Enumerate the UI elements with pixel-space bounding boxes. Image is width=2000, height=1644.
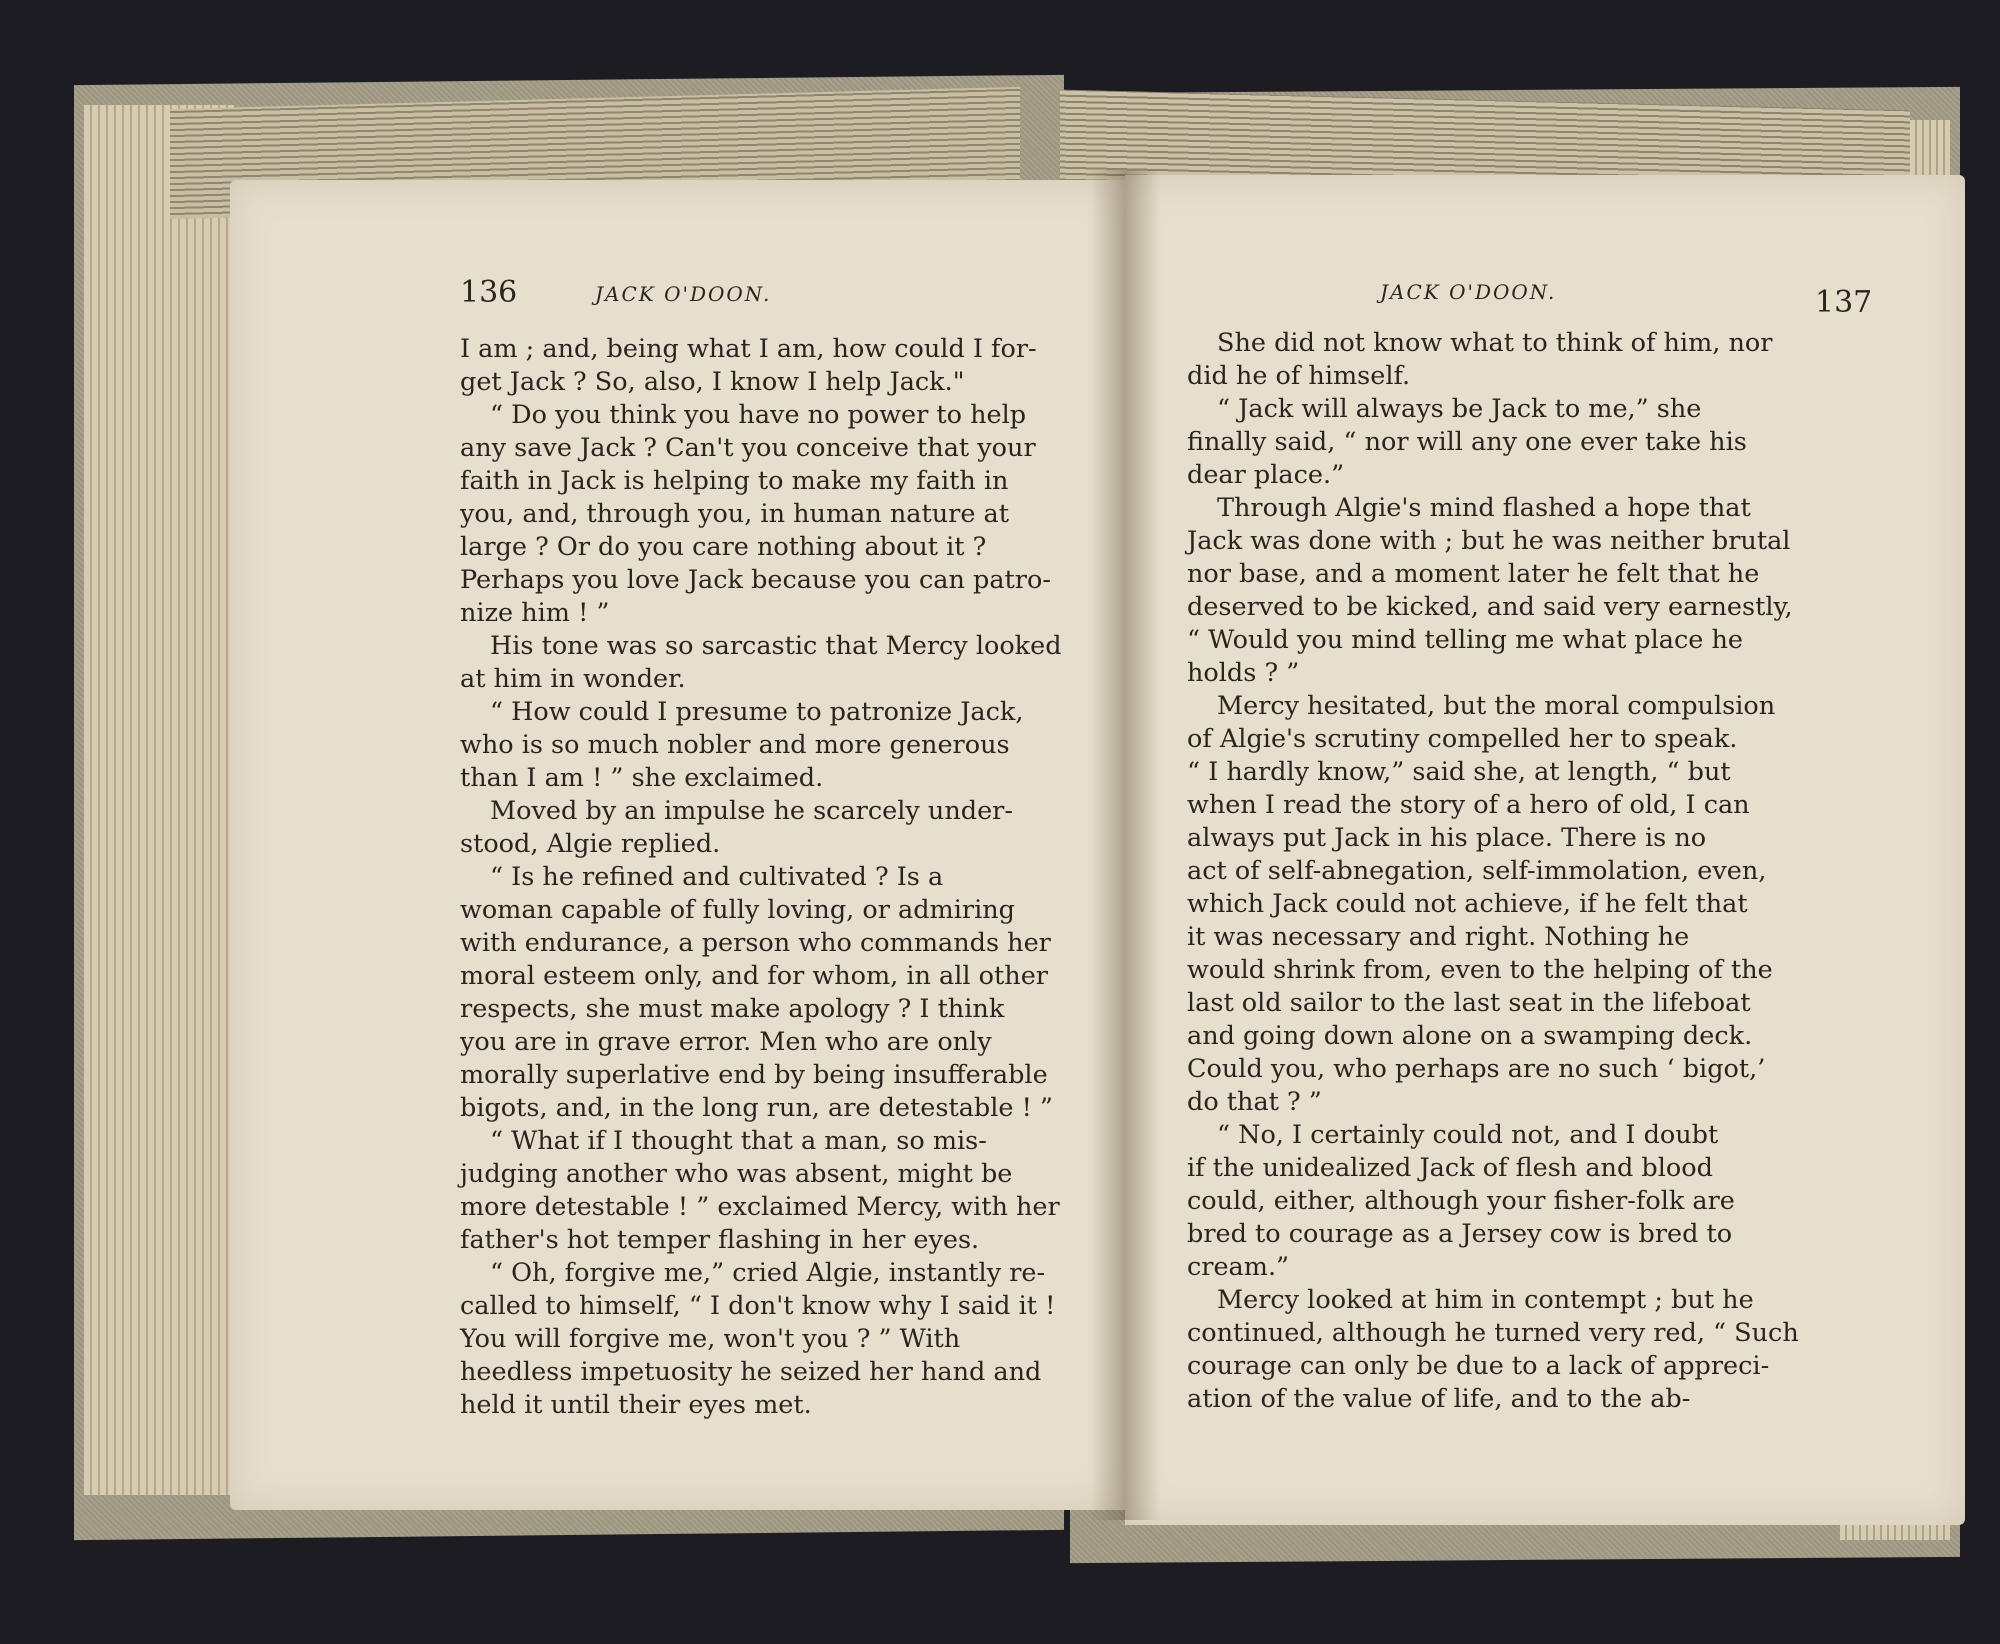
text-line: Mercy looked at him in contempt ; but he bbox=[1217, 1285, 1754, 1315]
text-line: cream.” bbox=[1187, 1252, 1290, 1282]
text-line: Perhaps you love Jack because you can patro- bbox=[460, 565, 1051, 595]
text-line: could, either, although your fisher-folk are bbox=[1187, 1186, 1735, 1216]
text-line: “ Jack will always be Jack to me,” she bbox=[1217, 394, 1702, 424]
text-line: Through Algie's mind flashed a hope that bbox=[1217, 493, 1751, 523]
text-line: which Jack could not achieve, if he felt that bbox=[1187, 889, 1748, 919]
right-page-body bbox=[1187, 327, 1799, 1416]
text-line: held it until their eyes met. bbox=[460, 1390, 812, 1420]
text-line: “ Do you think you have no power to help bbox=[490, 400, 1027, 430]
text-line: any save Jack ? Can't you conceive that your bbox=[460, 433, 1036, 463]
text-line: bred to courage as a Jersey cow is bred to bbox=[1187, 1219, 1733, 1249]
text-line: called to himself, “ I don't know why I said it ! bbox=[460, 1291, 1056, 1321]
text-line: “ What if I thought that a man, so mis- bbox=[490, 1126, 987, 1156]
text-line: bigots, and, in the long run, are detestable ! ” bbox=[460, 1093, 1053, 1123]
text-line: heedless impetuosity he seized her hand and bbox=[460, 1357, 1042, 1387]
text-line: when I read the story of a hero of old, I can bbox=[1187, 790, 1750, 820]
text-line: holds ? ” bbox=[1187, 658, 1300, 688]
text-line: “ No, I certainly could not, and I doubt bbox=[1217, 1120, 1719, 1150]
text-line: stood, Algie replied. bbox=[460, 829, 721, 859]
text-line: if the unidealized Jack of flesh and blood bbox=[1187, 1153, 1713, 1183]
text-line: “ I hardly know,” said she, at length, “ but bbox=[1187, 757, 1731, 787]
right-page bbox=[1125, 175, 1965, 1525]
text-line: you are in grave error. Men who are only bbox=[460, 1027, 992, 1057]
text-line: faith in Jack is helping to make my faith in bbox=[460, 466, 1009, 496]
text-line: judging another who was absent, might be bbox=[460, 1159, 1013, 1189]
text-line: get Jack ? So, also, I know I help Jack." bbox=[460, 367, 965, 397]
book-gutter bbox=[1090, 170, 1160, 1520]
text-line: who is so much nobler and more generous bbox=[460, 730, 1010, 760]
left-page bbox=[230, 180, 1125, 1510]
text-line: would shrink from, even to the helping of the bbox=[1187, 955, 1773, 985]
text-line: deserved to be kicked, and said very earnestly, bbox=[1187, 592, 1793, 622]
text-line: She did not know what to think of him, nor bbox=[1217, 328, 1773, 358]
text-line: nor base, and a moment later he felt that he bbox=[1187, 559, 1760, 589]
text-line: than I am ! ” she exclaimed. bbox=[460, 763, 824, 793]
text-line: “ Is he refined and cultivated ? Is a bbox=[490, 862, 944, 892]
text-line: last old sailor to the last seat in the lifeboat bbox=[1187, 988, 1751, 1018]
text-line: Mercy hesitated, but the moral compulsion bbox=[1217, 691, 1776, 721]
text-line: Could you, who perhaps are no such ‘ bigot,’ bbox=[1187, 1054, 1766, 1084]
text-line: respects, she must make apology ? I think bbox=[460, 994, 1005, 1024]
text-line: always put Jack in his place. There is no bbox=[1187, 823, 1707, 853]
text-line: “ How could I presume to patronize Jack, bbox=[490, 697, 1024, 727]
text-line: do that ? ” bbox=[1187, 1087, 1322, 1117]
text-line: woman capable of fully loving, or admiring bbox=[460, 895, 1015, 925]
text-line: Moved by an impulse he scarcely under- bbox=[490, 796, 1013, 826]
text-line: with endurance, a person who commands her bbox=[460, 928, 1051, 958]
page-number-right: 137 bbox=[1815, 285, 1873, 320]
open-book bbox=[70, 80, 1960, 1600]
text-line: “ Oh, forgive me,” cried Algie, instantly re- bbox=[490, 1258, 1046, 1288]
text-line: more detestable ! ” exclaimed Mercy, with her bbox=[460, 1192, 1060, 1222]
text-line: finally said, “ nor will any one ever take his bbox=[1187, 427, 1747, 457]
text-line: morally superlative end by being insufferable bbox=[460, 1060, 1048, 1090]
text-line: Jack was done with ; but he was neither brutal bbox=[1187, 526, 1791, 556]
text-line: moral esteem only, and for whom, in all other bbox=[460, 961, 1048, 991]
text-line: large ? Or do you care nothing about it ? bbox=[460, 532, 987, 562]
text-line: courage can only be due to a lack of appreci- bbox=[1187, 1351, 1770, 1381]
text-line: act of self-abnegation, self-immolation, even, bbox=[1187, 856, 1767, 886]
text-line: continued, although he turned very red, “ Such bbox=[1187, 1318, 1799, 1348]
text-line: His tone was so sarcastic that Mercy looked bbox=[490, 631, 1062, 661]
text-line: at him in wonder. bbox=[460, 664, 686, 694]
text-line: dear place.” bbox=[1187, 460, 1345, 490]
left-page-body bbox=[460, 333, 1072, 1422]
text-line: did he of himself. bbox=[1187, 361, 1411, 391]
text-line: it was necessary and right. Nothing he bbox=[1187, 922, 1690, 952]
text-line: nize him ! ” bbox=[460, 598, 610, 628]
text-line: father's hot temper flashing in her eyes. bbox=[460, 1225, 980, 1255]
text-line: of Algie's scrutiny compelled her to speak. bbox=[1187, 724, 1738, 754]
page-number-left: 136 bbox=[460, 275, 518, 310]
text-line: and going down alone on a swamping deck. bbox=[1187, 1021, 1753, 1051]
running-head-right: JACK O'DOON. bbox=[1380, 280, 1557, 304]
text-line: “ Would you mind telling me what place he bbox=[1187, 625, 1743, 655]
text-line: You will forgive me, won't you ? ” With bbox=[460, 1324, 961, 1354]
text-line: you, and, through you, in human nature at bbox=[460, 499, 1010, 529]
text-line: ation of the value of life, and to the ab- bbox=[1187, 1384, 1691, 1414]
running-head-left: JACK O'DOON. bbox=[595, 282, 772, 306]
page-edges-left bbox=[84, 105, 234, 1495]
text-line: I am ; and, being what I am, how could I for- bbox=[460, 334, 1037, 364]
